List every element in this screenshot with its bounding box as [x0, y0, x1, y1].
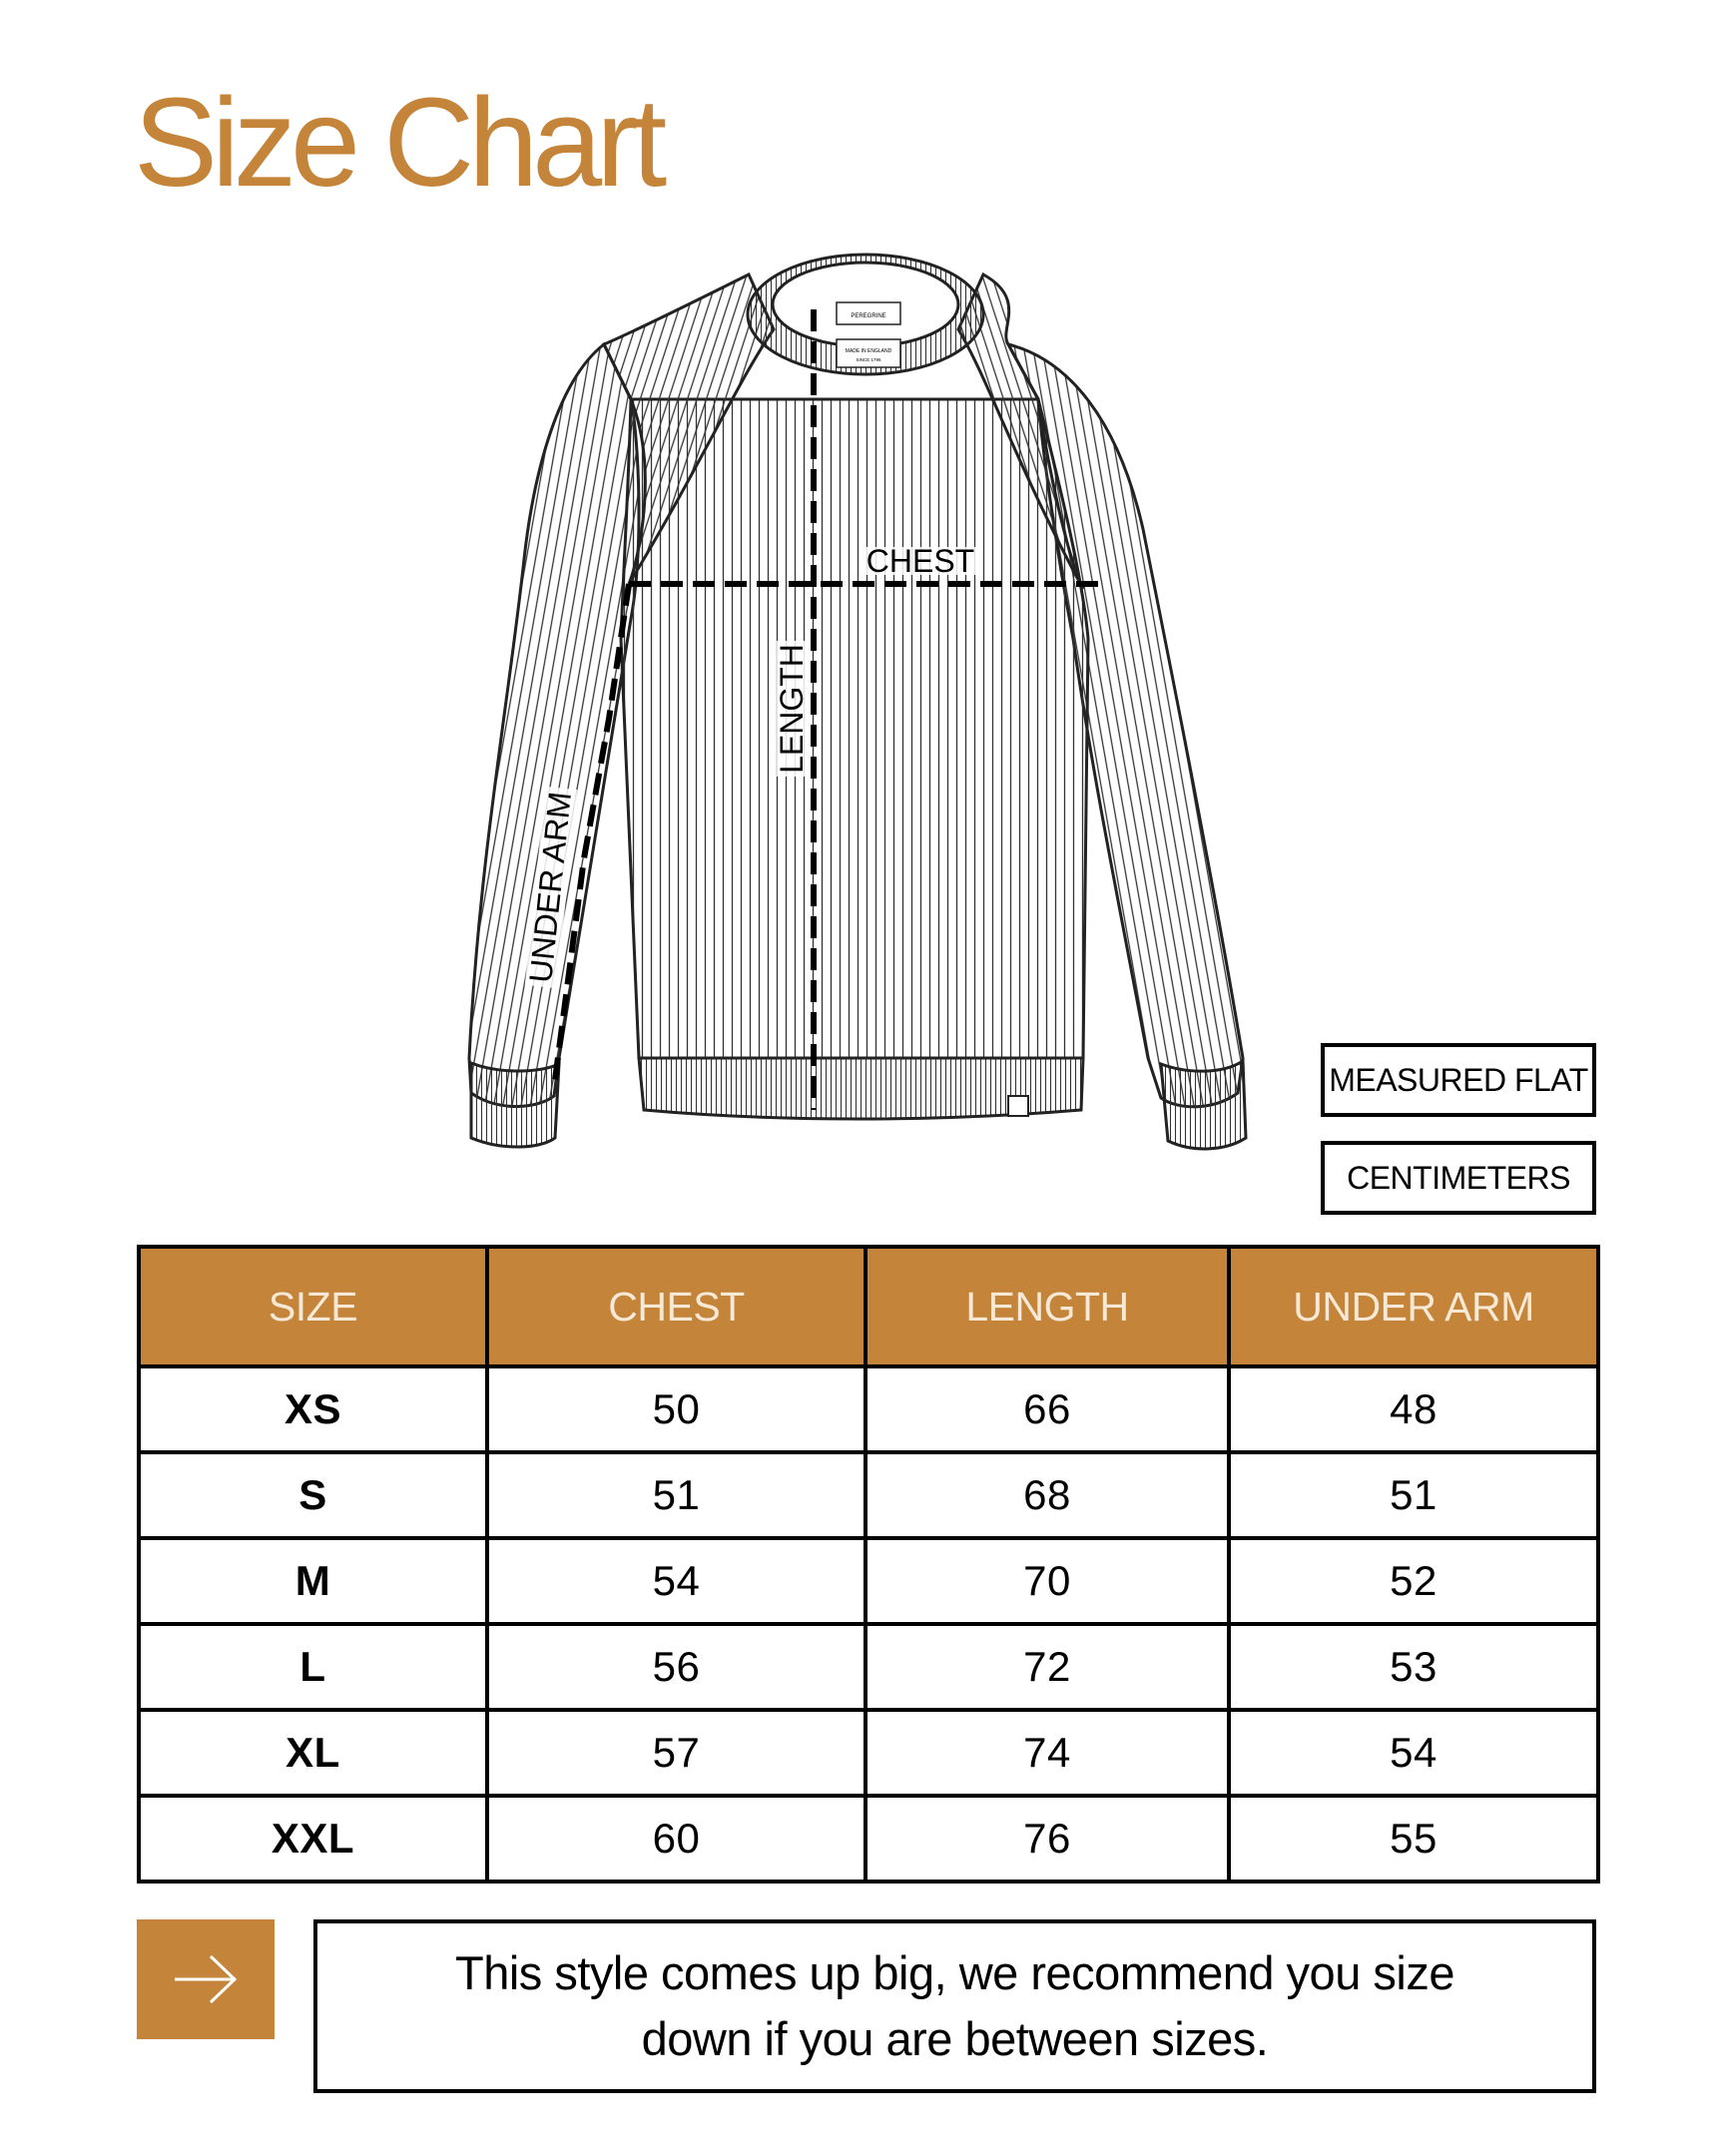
- brand-tag-text: PEREGRINE: [851, 313, 886, 319]
- chest-cell: 56: [487, 1624, 865, 1710]
- header-length: LENGTH: [865, 1247, 1229, 1366]
- size-cell: XXL: [139, 1796, 487, 1882]
- length-cell: 66: [865, 1366, 1229, 1452]
- sweater-body: [621, 399, 1088, 1119]
- chest-cell: 50: [487, 1366, 865, 1452]
- table-row: [139, 1538, 1598, 1624]
- length-cell: 70: [865, 1538, 1229, 1624]
- header-chest: CHEST: [487, 1247, 865, 1366]
- measured-flat-tag: MEASURED FLAT: [1321, 1043, 1596, 1117]
- length-cell: 74: [865, 1710, 1229, 1796]
- arrow-right-button[interactable]: [137, 1919, 275, 2039]
- table-row: [139, 1796, 1598, 1882]
- under-arm-cell: 51: [1229, 1452, 1598, 1538]
- size-cell: XL: [139, 1710, 487, 1796]
- header-size: SIZE: [139, 1247, 487, 1366]
- length-label: LENGTH: [774, 644, 810, 774]
- length-cell: 68: [865, 1452, 1229, 1538]
- table-row: [139, 1366, 1598, 1452]
- chest-cell: 54: [487, 1538, 865, 1624]
- under-arm-cell: 52: [1229, 1538, 1598, 1624]
- size-cell: L: [139, 1624, 487, 1710]
- sizing-note-text: This style comes up big, we recommend you size down if you are between sizes.: [455, 1946, 1454, 2065]
- size-table: [137, 1245, 1600, 1884]
- table-row: [139, 1710, 1598, 1796]
- under-arm-label: UNDER ARM: [522, 790, 578, 985]
- size-cell: XS: [139, 1366, 487, 1452]
- since-text: SINCE 1796: [856, 357, 881, 362]
- made-in-text: MADE IN ENGLAND: [845, 348, 892, 354]
- chest-cell: 51: [487, 1452, 865, 1538]
- under-arm-cell: 54: [1229, 1710, 1598, 1796]
- under-arm-cell: 48: [1229, 1366, 1598, 1452]
- under-arm-cell: 53: [1229, 1624, 1598, 1710]
- arrow-right-icon: [173, 1954, 239, 2004]
- chest-cell: 60: [487, 1796, 865, 1882]
- length-cell: 76: [865, 1796, 1229, 1882]
- size-cell: M: [139, 1538, 487, 1624]
- chest-cell: 57: [487, 1710, 865, 1796]
- chest-label: CHEST: [865, 543, 975, 579]
- left-sleeve: [469, 344, 639, 1147]
- page-title: Size Chart: [134, 72, 662, 213]
- size-cell: S: [139, 1452, 487, 1538]
- table-row: [139, 1624, 1598, 1710]
- header-under-arm: UNDER ARM: [1229, 1247, 1598, 1366]
- sweater-diagram: [439, 250, 1278, 1168]
- table-row: [139, 1452, 1598, 1538]
- sizing-note: [313, 1919, 1596, 2093]
- unit-tag: CENTIMETERS: [1321, 1141, 1596, 1215]
- under-arm-cell: 55: [1229, 1796, 1598, 1882]
- length-cell: 72: [865, 1624, 1229, 1710]
- neckline: [748, 255, 983, 374]
- table-header-row: [139, 1247, 1598, 1366]
